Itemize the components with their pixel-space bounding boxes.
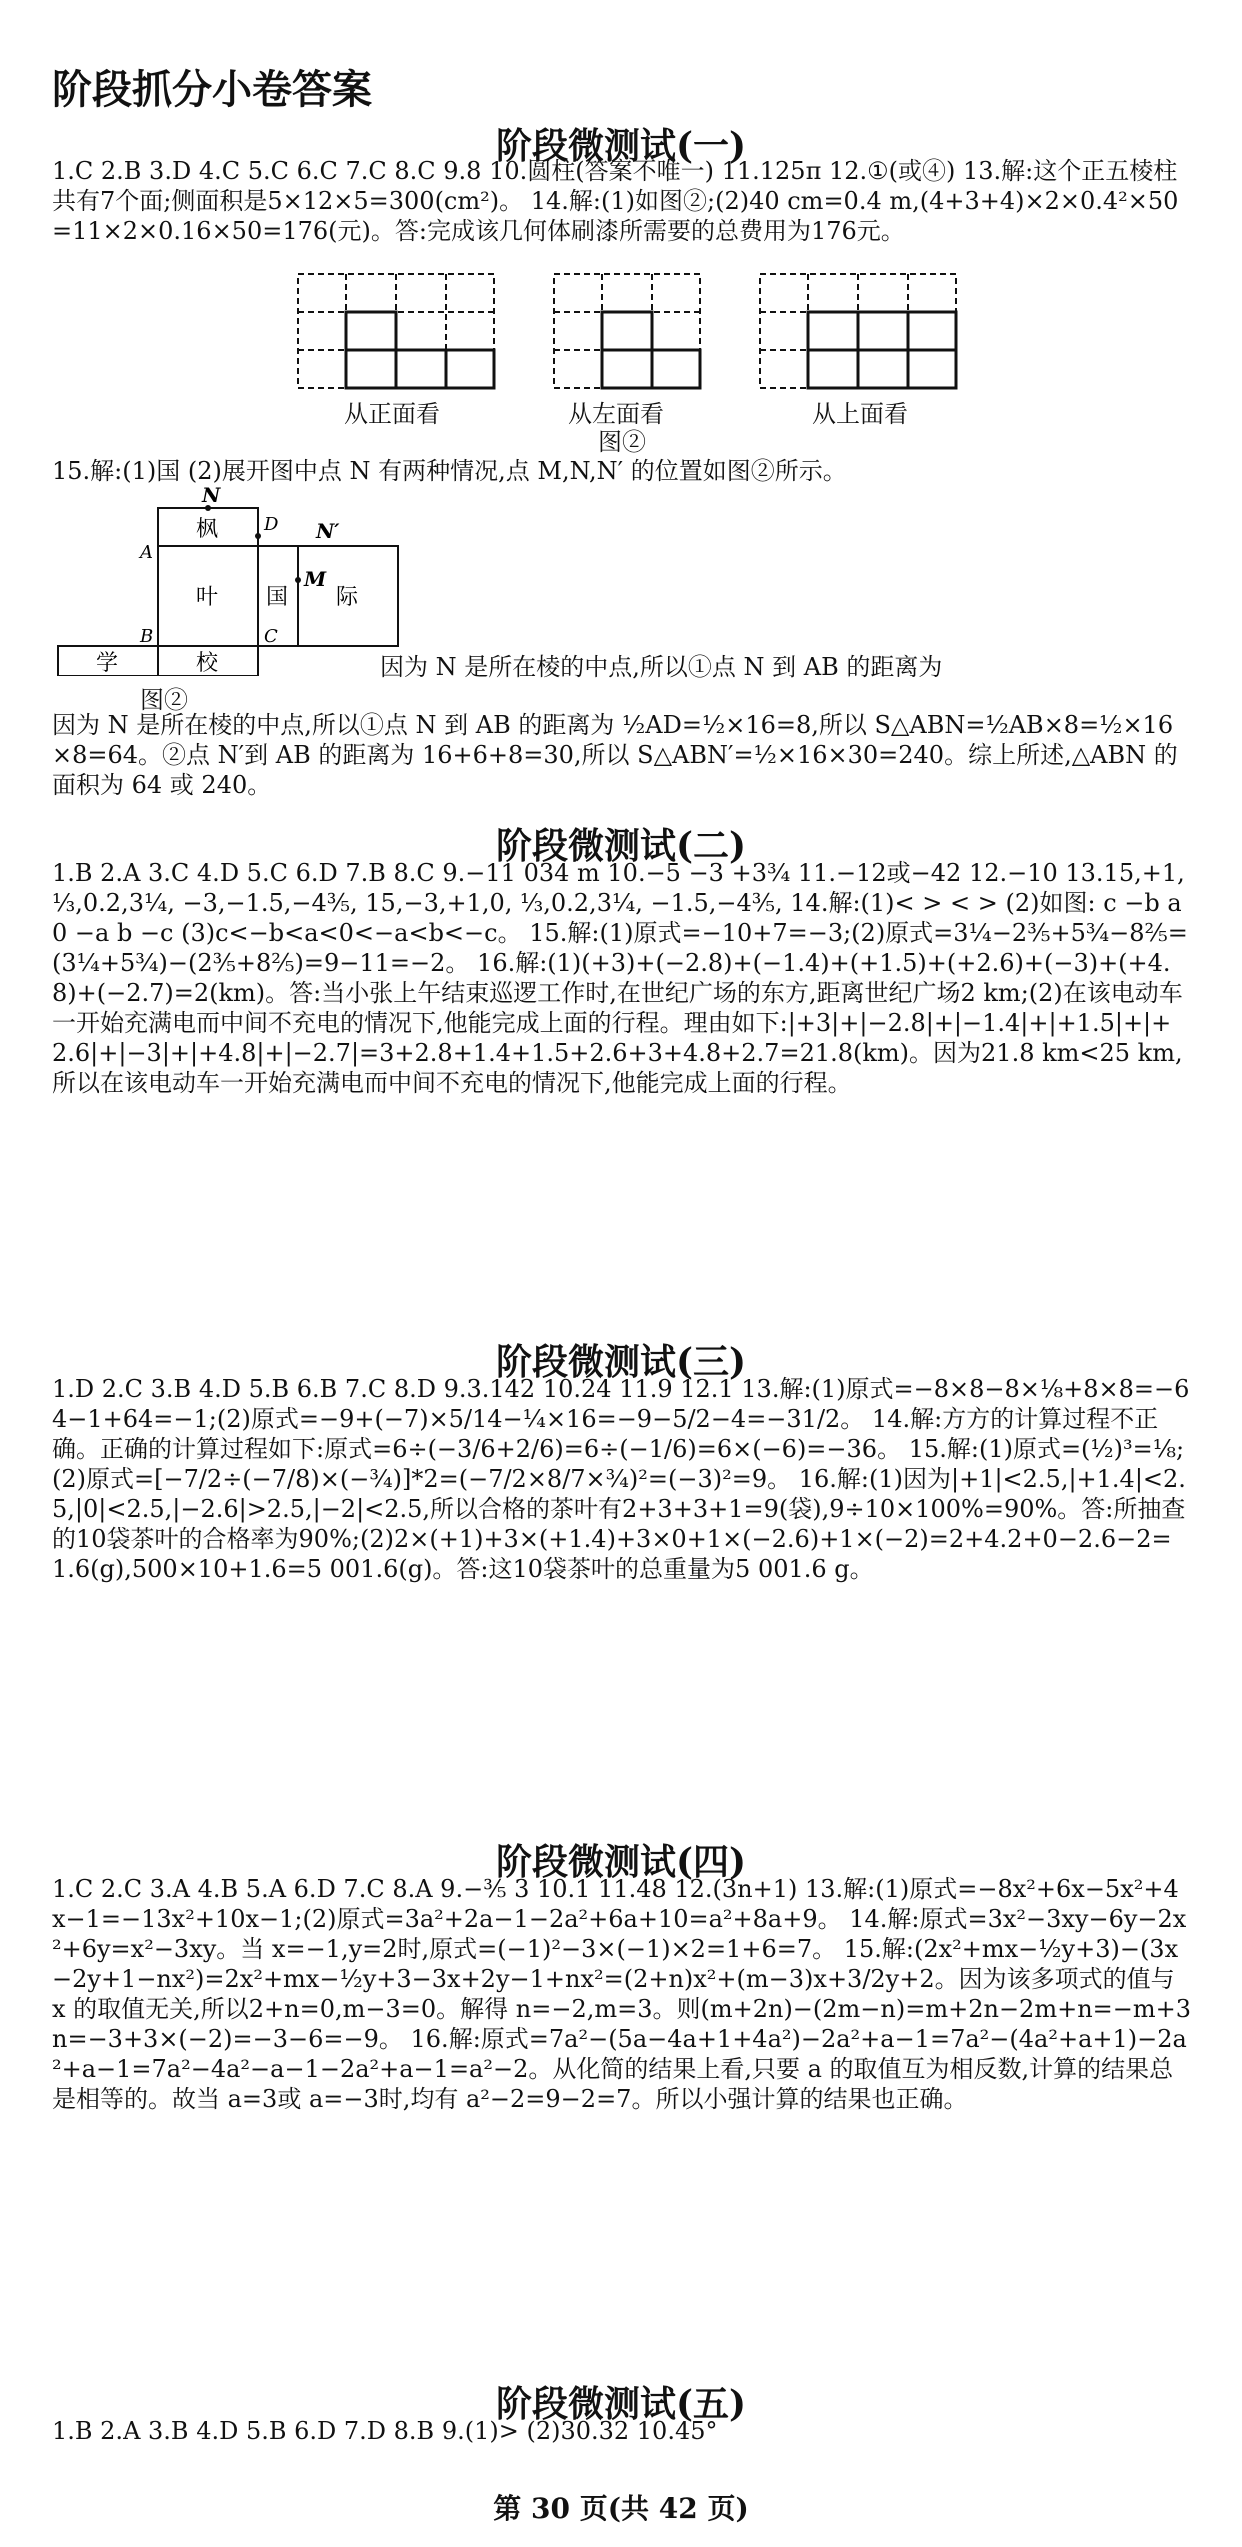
label-D: D <box>264 514 279 535</box>
label-B: B <box>140 626 154 647</box>
cell-feng: 枫 <box>196 517 219 542</box>
label-N-prime: N′ <box>316 519 340 543</box>
section-3-answers: 1.D 2.C 3.B 4.D 5.B 6.B 7.C 8.D 9.3.142 10.24 11.9 12.1 13.解:(1)原式=−8×8−8×⅛+8×8=−64−1+64=−1;(2)原式=−9+(−7)×5/14−¼×16=−9−5/2−4=−31/2。 14.解:方方的计算过程不正确。正确的计算过程如下:原式=6÷(−3/6+2/6)=6÷(−1/6)=6×(−6)=−36。 15.解:(1)原式=(½)³=⅛;(2)原式=[−7/2÷(−7/8)×(−¾)]*2=(−7/2×8/7×¾)²=(−3)²=9。 16.解:(1)因为|+1|<2.5,|+1.4|<2.5,|0|<2.5,|−2.6|>2.5,|−2|<2.5,所以合格的茶叶有2+3+3+1=9(袋),9÷10×100%=90%。答:所抽查的10袋茶叶的合格率为90%;(2)2×(+1)+3×(+1.4)+3×0+1×(−2.6)+1×(−2)=2+4.2+0−2.6−2=1.6(g),500×10+1.6=5 001.6(g)。答:这10袋茶叶的总重量为5 001.6 g。 <box>52 1375 1190 1583</box>
front-view-label: 从正面看 <box>344 400 440 428</box>
label-N: N <box>202 486 221 507</box>
section-1-answers: 1.C 2.B 3.D 4.C 5.C 6.C 7.C 8.C 9.8 10.圆柱(答案不唯一) 11.125π 12.①(或④) 13.解:这个正五棱柱共有7个面;侧面积是5×12×5=300(cm²)。 14.解:(1)如图②;(2)40 cm=0.4 m,(4+3+4)×2×0.4²×50=11×2×0.16×50=176(元)。答:完成该几何体刷漆所需要的总费用为176元。 <box>52 157 1179 245</box>
cell-ji: 际 <box>336 585 359 610</box>
cell-xue: 学 <box>96 651 119 676</box>
cell-xiao: 校 <box>196 651 219 676</box>
cell-guo: 国 <box>266 585 289 610</box>
left-view-label: 从左面看 <box>568 400 664 428</box>
top-view-grid <box>758 272 958 390</box>
q15-solution: 因为 N 是所在棱的中点,所以①点 N 到 AB 的距离为 ½AD=½×16=8,所以 S△ABN=½AB×8=½×16×8=64。②点 N′到 AB 的距离为 16+6+8=30,所以 S△ABN′=½×16×30=240。综上所述,△ABN 的面积为 64 或 240。 <box>52 711 1178 799</box>
q15-intro: 15.解:(1)国 (2)展开图中点 N 有两种情况,点 M,N,N′ 的位置如图②所示。 <box>52 457 847 485</box>
label-C: C <box>264 626 278 647</box>
section-5-answers: 1.B 2.A 3.B 4.D 5.B 6.D 7.D 8.B 9.(1)> (2)30.32 10.45° <box>52 2417 718 2445</box>
net-diagram <box>52 486 412 676</box>
page-footer: 第 30 页(共 42 页) <box>493 2492 749 2525</box>
section-title-1: 阶段微测试(一) <box>495 125 747 167</box>
section-title-4: 阶段微测试(四) <box>495 1841 747 1883</box>
front-view-grid <box>296 272 496 390</box>
label-M: M <box>304 567 327 591</box>
section-title-5: 阶段微测试(五) <box>495 2383 747 2425</box>
page-title: 阶段抓分小卷答案 <box>52 67 372 113</box>
label-A: A <box>140 542 153 563</box>
cell-ye: 叶 <box>196 585 219 610</box>
net-figure-label: 图② <box>140 686 188 714</box>
left-view-grid <box>552 272 702 390</box>
q15-solution-start: 因为 N 是所在棱的中点,所以①点 N 到 AB 的距离为 <box>380 653 943 681</box>
section-4-answers: 1.C 2.C 3.A 4.B 5.A 6.D 7.C 8.A 9.−⅗ 3 10.1 11.48 12.(3n+1) 13.解:(1)原式=−8x²+6x−5x²+4x−1=−13x²+10x−1;(2)原式=3a²+2a−1−2a²+6a+10=a²+8a+9。 14.解:原式=3x²−3xy−6y−2x²+6y=x²−3xy。当 x=−1,y=2时,原式=(−1)²−3×(−1)×2=1+6=7。 15.解:(2x²+mx−½y+3)−(3x−2y+1−nx²)=2x²+mx−½y+3−3x+2y−1+nx²=(2+n)x²+(m−3)x+3/2y+2。因为该多项式的值与 x 的取值无关,所以2+n=0,m−3=0。解得 n=−2,m=3。则(m+2n)−(2m−n)=m+2n−2m+n=−m+3n=−3+3×(−2)=−3−6=−9。 16.解:原式=7a²−(5a−4a+1+4a²)−2a²+a−1=7a²−(4a²+a+1)−2a²+a−1=7a²−4a²−a−1−2a²+a−1=a²−2。从化简的结果上看,只要 a 的取值互为相反数,计算的结果总是相等的。故当 a=3或 a=−3时,均有 a²−2=9−2=7。所以小强计算的结果也正确。 <box>52 1875 1192 2113</box>
figure-2-label: 图② <box>598 428 646 456</box>
section-2-answers: 1.B 2.A 3.C 4.D 5.C 6.D 7.B 8.C 9.−11 034 m 10.−5 −3 +3¾ 11.−12或−42 12.−10 13.15,+1,⅓,0.2,3¼, −3,−1.5,−4⅗, 15,−3,+1,0, ⅓,0.2,3¼, −1.5,−4⅗, 14.解:(1)< > < > (2)如图: c −b a 0 −a b −c (3)c<−b<a<0<−a<b<−c。 15.解:(1)原式=−10+7=−3;(2)原式=3¼−2⅗+5¾−8⅖=(3¼+5¾)−(2⅗+8⅖)=9−11=−2。 16.解:(1)(+3)+(−2.8)+(−1.4)+(+1.5)+(+2.6)+(−3)+(+4.8)+(−2.7)=2(km)。答:当小张上午结束巡逻工作时,在世纪广场的东方,距离世纪广场2 km;(2)在该电动车一开始充满电而中间不充电的情况下,他能完成上面的行程。理由如下:|+3|+|−2.8|+|−1.4|+|+1.5|+|+2.6|+|−3|+|+4.8|+|−2.7|=3+2.8+1.4+1.5+2.6+3+4.8+2.7=21.8(km)。因为21.8 km<25 km,所以在该电动车一开始充满电而中间不充电的情况下,他能完成上面的行程。 <box>52 859 1188 1097</box>
top-view-label: 从上面看 <box>812 400 908 428</box>
section-title-3: 阶段微测试(三) <box>495 1341 747 1383</box>
section-title-2: 阶段微测试(二) <box>495 825 747 867</box>
